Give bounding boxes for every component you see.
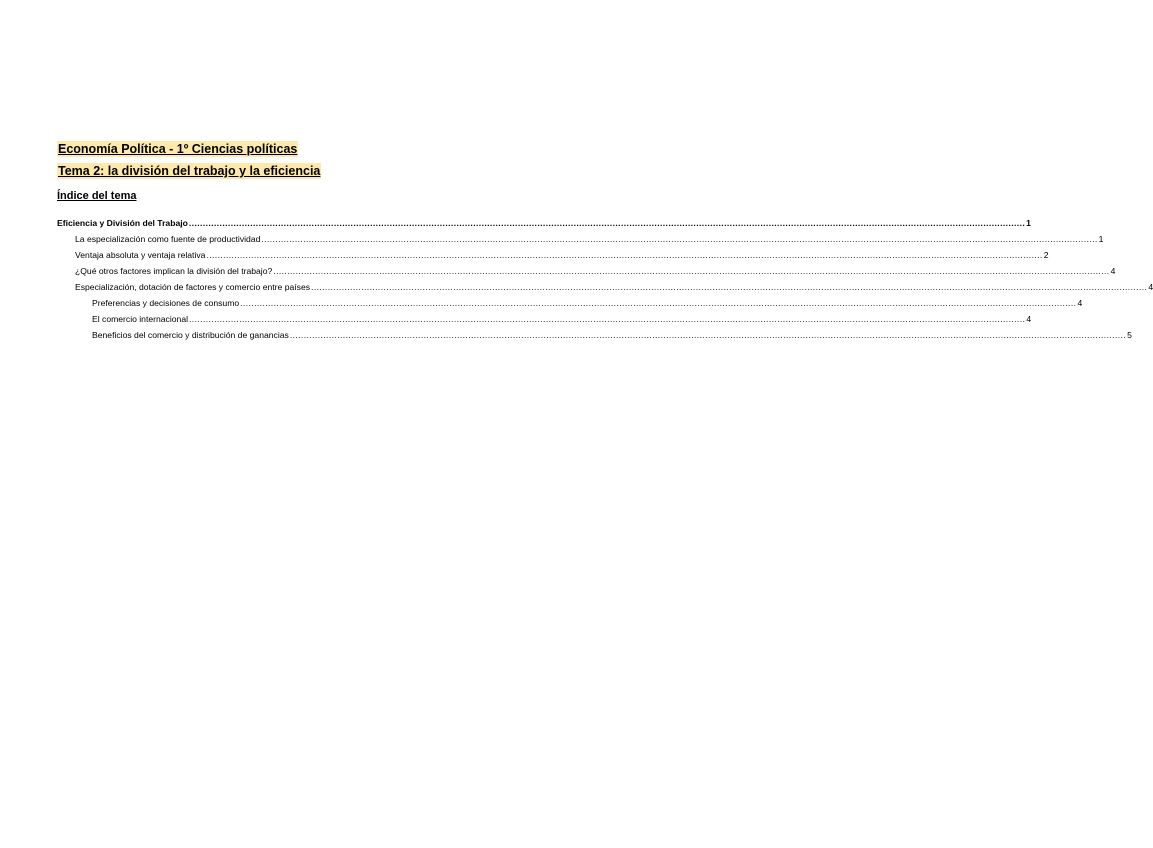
- title-block: [57, 140, 321, 180]
- toc-entry[interactable]: [57, 311, 1032, 327]
- toc-leader-dots: ............................................................................................................................................................................................................................................................................................................: [189, 314, 1026, 324]
- toc-leader-dots: ............................................................................................................................................................................................................................................................................................................: [273, 266, 1110, 276]
- toc-entry[interactable]: [57, 247, 1049, 263]
- toc-leader-dots: ............................................................................................................................................................................................................................................................................................................: [188, 218, 1026, 228]
- toc-leader-dots: ............................................................................................................................................................................................................................................................................................................: [289, 330, 1127, 340]
- toc-entry[interactable]: [57, 215, 1031, 231]
- toc-entry[interactable]: [57, 231, 1104, 247]
- toc-entry-text: Beneficios del comercio y distribución de ganancias: [92, 330, 289, 340]
- toc-entry-page: 4: [1110, 266, 1116, 276]
- toc-leader-dots: ............................................................................................................................................................................................................................................................................................................: [311, 282, 1148, 292]
- toc-entry-page: 4: [1077, 298, 1083, 308]
- toc-entry-page: 1: [1026, 218, 1031, 228]
- toc-entry-page: 4: [1148, 282, 1153, 292]
- topic-title: Tema 2: la división del trabajo y la eficiencia: [58, 164, 321, 178]
- toc-entry-text: Eficiencia y División del Trabajo: [57, 218, 188, 228]
- toc-entry-text: Especialización, dotación de factores y comercio entre países: [75, 282, 311, 292]
- toc-leader-dots: ............................................................................................................................................................................................................................................................................................................: [206, 250, 1043, 260]
- course-title: Economía Política - 1º Ciencias políticas: [58, 142, 298, 156]
- toc-entry[interactable]: [57, 327, 1132, 343]
- toc-leader-dots: ............................................................................................................................................................................................................................................................................................................: [261, 234, 1098, 244]
- toc-entry-page: 2: [1043, 250, 1049, 260]
- toc-entry[interactable]: [57, 279, 1153, 295]
- toc-entry-text: ¿Qué otros factores implican la división del trabajo?: [75, 266, 273, 276]
- toc-entry-page: 1: [1098, 234, 1104, 244]
- index-heading: Índice del tema: [57, 190, 137, 202]
- toc-entry[interactable]: [57, 263, 1116, 279]
- toc-leader-dots: ............................................................................................................................................................................................................................................................................................................: [240, 298, 1077, 308]
- toc-entry[interactable]: [57, 295, 1083, 311]
- toc-entry-text: Preferencias y decisiones de consumo: [92, 298, 240, 308]
- table-of-contents: [57, 215, 1153, 343]
- toc-entry-text: Ventaja absoluta y ventaja relativa: [75, 250, 206, 260]
- toc-entry-page: 5: [1127, 330, 1132, 340]
- toc-entry-text: La especialización como fuente de productividad: [75, 234, 261, 244]
- toc-entry-text: El comercio internacional: [92, 314, 189, 324]
- toc-entry-page: 4: [1026, 314, 1032, 324]
